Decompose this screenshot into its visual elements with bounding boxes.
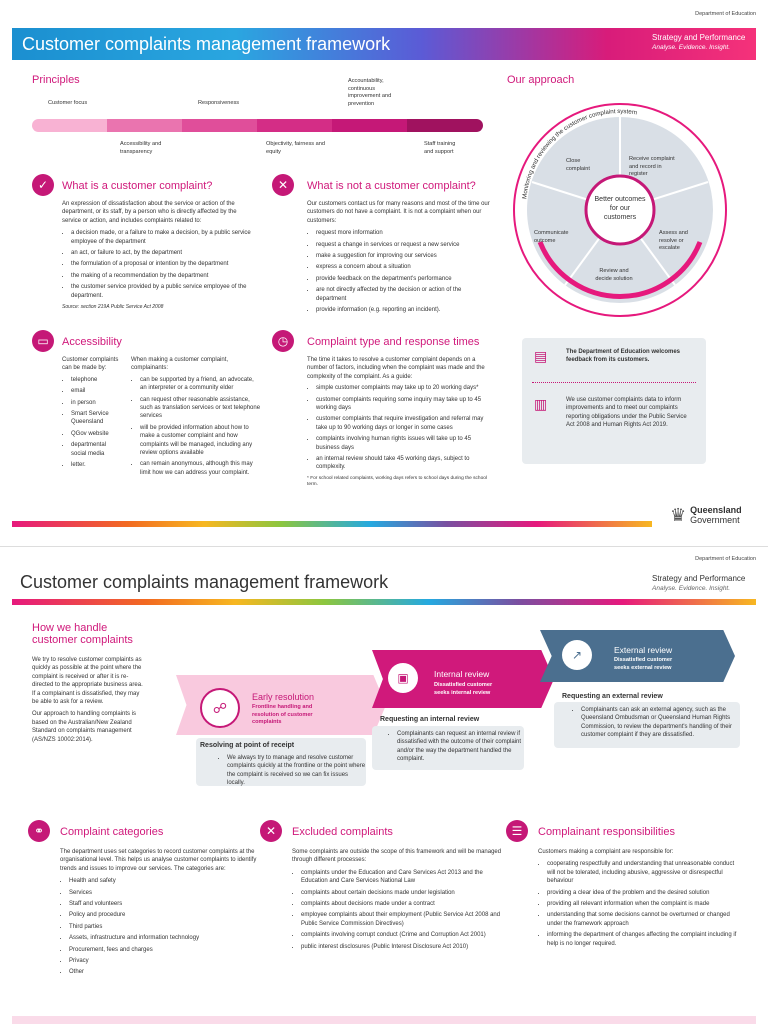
list-item: • express a concern about a situation (316, 263, 492, 271)
qld-logo (670, 505, 742, 526)
department-label: Department of Education (695, 556, 756, 562)
section-body (307, 356, 492, 489)
list-item: • Health and safety (69, 877, 260, 885)
section-intro: Some complaints are outside the scope of this framework and will be managed through different processes: (292, 849, 502, 864)
section-body (307, 200, 492, 317)
list-item: • complaints under the Education and Care Services Act 2013 and the Education and Care Services National Law (301, 869, 502, 886)
principle-segment (107, 119, 183, 132)
cross-icon: ✕ (272, 174, 294, 196)
page-title: Customer complaints management framework (22, 34, 391, 54)
list-item: • telephone (71, 376, 122, 384)
divider (532, 382, 696, 383)
principle-segment (182, 119, 258, 132)
page-divider (0, 546, 768, 547)
list-item: • the making of a recommendation by the department (71, 272, 252, 280)
step-detail-heading: Requesting an internal review (380, 716, 480, 723)
list-item: • letter. (71, 461, 122, 469)
logo-line: Government (690, 514, 740, 525)
external-link-icon: ↗ (562, 640, 592, 670)
page-banner (12, 28, 756, 60)
list-item: • an act, or failure to act, by the department (71, 249, 252, 257)
list-item: • are not directly affected by the decision or action of the department (316, 286, 492, 303)
handshake-icon: ☍ (200, 688, 240, 728)
list-item: • Smart Service Queensland (71, 410, 122, 427)
footer-band (12, 1016, 756, 1024)
list-item: • complaints about decisions made under a contract (301, 900, 502, 908)
principle-segment (332, 119, 408, 132)
principle-label: Responsiveness (198, 100, 240, 106)
list-item: • complaints involving human rights issues will take up to 45 business days (316, 435, 492, 452)
step-detail-internal (372, 726, 524, 770)
list-item: • Complainants can request an internal review if dissatisfied with the outcome of their complaint and/or the way the department handled the complaint. (397, 730, 525, 764)
approach-step: Receive complaint and record in register (629, 156, 675, 178)
approach-heading: Our approach (507, 74, 575, 86)
section-heading: What is not a customer complaint? (307, 180, 476, 192)
section-heading: Complaint type and response times (307, 336, 480, 348)
section-intro: The department uses set categories to record customer complaints at the organisational level. This helps us analyse customer complaints to identify trends and issues to improve our services. The categories are: (60, 849, 257, 872)
source-note: Source: section 219A Public Service Act 2008 (62, 303, 164, 310)
check-icon: ✓ (32, 174, 54, 196)
section-intro: Customer complaints can be made by: (62, 357, 119, 372)
section-heading: How we handle customer complaints (32, 622, 133, 646)
list-item: • the customer service provided by a public service employee of the department. (71, 283, 252, 300)
list-item: • Complainants can ask an external agency, such as the Queensland Ombudsman or Queensland Human Rights Commission, to review the department's handling of their customer complaint if they are dissatisfied. (581, 706, 741, 740)
list-item: • a decision made, or a failure to make a decision, by a public service employee of the department (71, 229, 252, 246)
section-intro: Customers making a complaint are responsible for: (538, 849, 674, 855)
list-item: • Assets, infrastructure and information technology (69, 934, 260, 942)
color-stripe (12, 599, 756, 605)
list-item: • the formulation of a proposal or intention by the department (71, 260, 252, 268)
list-item: • make a suggestion for improving our services (316, 252, 492, 260)
list-item: • informing the department of changes affecting the complaint including if help is no longer required. (547, 931, 738, 948)
ring-label: Monitoring and reviewing the customer complaint system (521, 108, 638, 200)
brand-tagline: Analyse. Evidence. Insight. (652, 43, 731, 51)
crest-icon: ♛ (670, 505, 687, 525)
step-detail-heading: Requesting an external review (562, 693, 663, 700)
feedback-welcome: The Department of Education welcomes feedback from its customers. (566, 349, 681, 364)
section-body (62, 200, 252, 311)
section-heading: Complaint categories (60, 826, 164, 838)
list-item: • can request other reasonable assistance, such as translation services or text telephone services (140, 396, 261, 421)
section-heading: Excluded complaints (292, 826, 393, 838)
document-search-icon: ▣ (388, 663, 418, 693)
step-title: External review (614, 645, 673, 655)
step-detail-heading: Resolving at point of receipt (200, 742, 295, 749)
section-intro: The time it takes to resolve a customer complaint depends on a number of factors, including when the complaint was made and the complexity of the complaint. As a guide: (307, 357, 485, 380)
step-detail-early (196, 738, 366, 786)
paragraph: We try to resolve customer complaints as quickly as possible at the point where the complaint is received or after it is re-directed to the appropriate business area. If a complainant is dissatisfied, they may be able to ask for a review. (32, 657, 143, 705)
brand-line: Strategy and Performance (652, 33, 746, 42)
step-subtitle: Frontline handling and resolution of customer complaints (252, 704, 313, 726)
department-label: Department of Education (695, 11, 756, 17)
share-icon: ⚭ (28, 820, 50, 842)
list-item: • understanding that some decisions cannot be overturned or changed under the framework approach (547, 911, 738, 928)
list-item: • Other (69, 968, 260, 976)
list-item: • Staff and volunteers (69, 900, 260, 908)
approach-step: Communicate outcome (534, 230, 569, 244)
brand-tagline: Analyse. Evidence. Insight. (652, 584, 731, 592)
principle-segment (257, 119, 333, 132)
approach-center: Better outcomes for our customers (594, 196, 646, 221)
step-detail-external (554, 702, 740, 748)
logo-line: Queensland (690, 504, 742, 515)
color-stripe (12, 521, 652, 527)
list-item: • customer complaints that require investigation and referral may take up to 90 working days or longer in some cases (316, 415, 492, 432)
section-intro: An expression of dissatisfaction about the service or action of the department, or its staff, by a person who is directly affected by the service or action, and includes complaints related to: (62, 201, 237, 224)
list-item: • complaints involving corrupt conduct (Crime and Corruption Act 2001) (301, 931, 502, 939)
list-item: • cooperating respectfully and understanding that unreasonable conduct will not be tolerated, including abusive, aggressive or disrespectful behaviour (547, 860, 738, 885)
list-item: • request a change in services or request a new service (316, 241, 492, 249)
list-item: • email (71, 387, 122, 395)
speech-icon: ▤ (534, 348, 548, 364)
principle-label: Staff training and support (424, 141, 456, 155)
list-item: • provide feedback on the department's performance (316, 275, 492, 283)
accessibility-col2 (131, 356, 261, 480)
section-body (32, 656, 144, 744)
feedback-box (522, 338, 706, 464)
feedback-usage: We use customer complaints data to inform improvements and to meet our complaints reporting obligations under the Public Service Act 2008 and Human Rights Act 2019. (566, 397, 687, 429)
step-title: Internal review (434, 669, 490, 679)
list-item: • in person (71, 399, 122, 407)
list-item: • can be supported by a friend, an advocate, an interpreter or a community elder (140, 376, 261, 393)
list-item: • providing all relevant information when the complaint is made (547, 900, 738, 908)
section-body (60, 848, 260, 980)
list-item: • provide information (e.g. reporting an incident). (316, 306, 492, 314)
footnote: * For school related complaints, working days refers to school days during the school term. (307, 475, 487, 488)
clock-icon: ◷ (272, 330, 294, 352)
step-subtitle: Dissatisfied customer seeks internal review (434, 682, 493, 696)
principle-label: Accessibility and transparency (120, 141, 162, 155)
list-item: • Privacy (69, 957, 260, 965)
list-item: • an internal review should take 45 working days, subject to complexity. (316, 455, 492, 472)
list-item: • providing a clear idea of the problem and the desired solution (547, 889, 738, 897)
list-item: • QGov website (71, 430, 122, 438)
section-intro: Our customers contact us for many reasons and most of the time our customers do not have a complaint. It is not a complaint when our customers: (307, 201, 490, 224)
list-item: • public interest disclosures (Public Interest Disclosure Act 2010) (301, 943, 502, 951)
list-item: • customer complaints requiring some inquiry may take up to 45 working days (316, 396, 492, 413)
approach-step: Close complaint (566, 158, 590, 172)
accessibility-col1 (62, 356, 122, 472)
section-body (538, 848, 738, 951)
list-item: • simple customer complaints may take up to 20 working days* (316, 384, 492, 392)
section-intro: When making a customer complaint, complainants: (131, 357, 229, 372)
list-item: • request more information (316, 229, 492, 237)
list-item: • Services (69, 889, 260, 897)
approach-step: Assess and resolve or escalate (659, 230, 688, 252)
section-heading: What is a customer complaint? (62, 180, 213, 192)
cross-icon: ✕ (260, 820, 282, 842)
list-item: • We always try to manage and resolve customer complaints quickly at the frontline or the point where the complaint is received so we can fix issues locally. (227, 754, 367, 788)
list-icon: ☰ (506, 820, 528, 842)
step-title: Early resolution (252, 692, 315, 702)
principle-segment (407, 119, 483, 132)
list-item: • will be provided information about how to make a customer complaint and how complaints will be managed, including any review options available (140, 424, 261, 458)
approach-step: Review and decide solution (595, 268, 633, 282)
brand-block (652, 34, 745, 52)
list-item: • complaints about certain decisions made under legislation (301, 889, 502, 897)
section-body (292, 848, 502, 954)
list-item: • Policy and procedure (69, 911, 260, 919)
list-item: • departmental social media (71, 441, 122, 458)
chat-icon: ▭ (32, 330, 54, 352)
principle-segment (32, 119, 108, 132)
list-item: • employee complaints about their employment (Public Service Act 2008 and Public Service Commission Directives) (301, 911, 502, 928)
principle-label: Customer focus (48, 100, 88, 106)
brand-block (652, 575, 745, 593)
bar-chart-icon: ▥ (534, 396, 548, 412)
principle-label: Objectivity, fairness and equity (266, 141, 325, 155)
list-item: • can remain anonymous, although this may limit how we can address your complaint. (140, 460, 261, 477)
list-item: • Procurement, fees and charges (69, 946, 260, 954)
page-title: Customer complaints management framework (20, 572, 389, 592)
step-subtitle: Dissatisfied customer seeks external review (614, 657, 673, 671)
brand-line: Strategy and Performance (652, 574, 746, 583)
list-item: • Third parties (69, 923, 260, 931)
section-heading: Accessibility (62, 336, 122, 348)
paragraph: Our approach to handling complaints is based on the Australian/New Zealand Standard on complaints management (AS/NZS 10002:2014). (32, 711, 137, 743)
section-heading: Complainant responsibilities (538, 826, 675, 838)
principle-label: Accountability, continuous improvement and prevention (348, 78, 392, 107)
principles-heading: Principles (32, 74, 80, 86)
